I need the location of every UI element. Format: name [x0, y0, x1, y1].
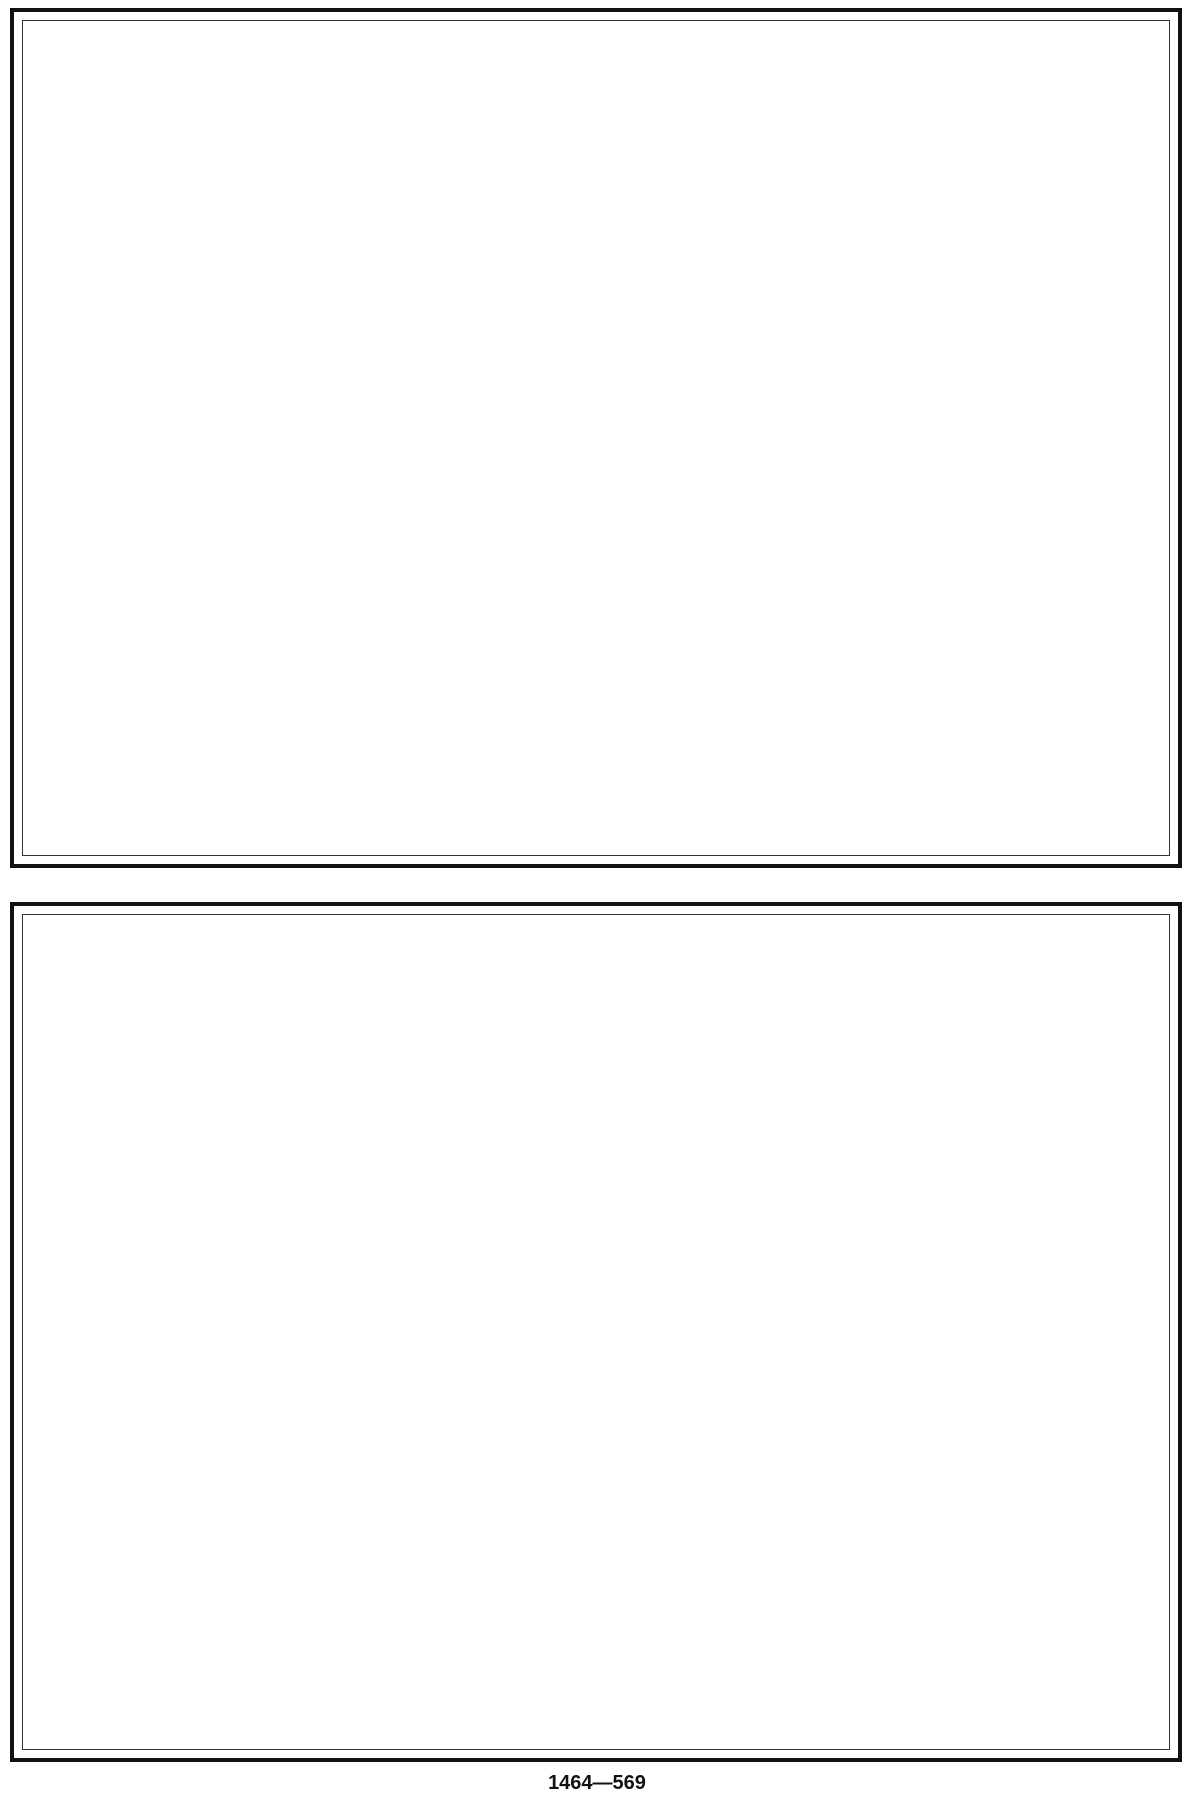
bottom-page-frame	[22, 914, 1170, 1750]
top-page	[10, 8, 1182, 868]
bottom-page	[10, 902, 1182, 1762]
page-footer-number: 1464—569	[548, 1772, 646, 1794]
top-page-frame	[22, 20, 1170, 856]
